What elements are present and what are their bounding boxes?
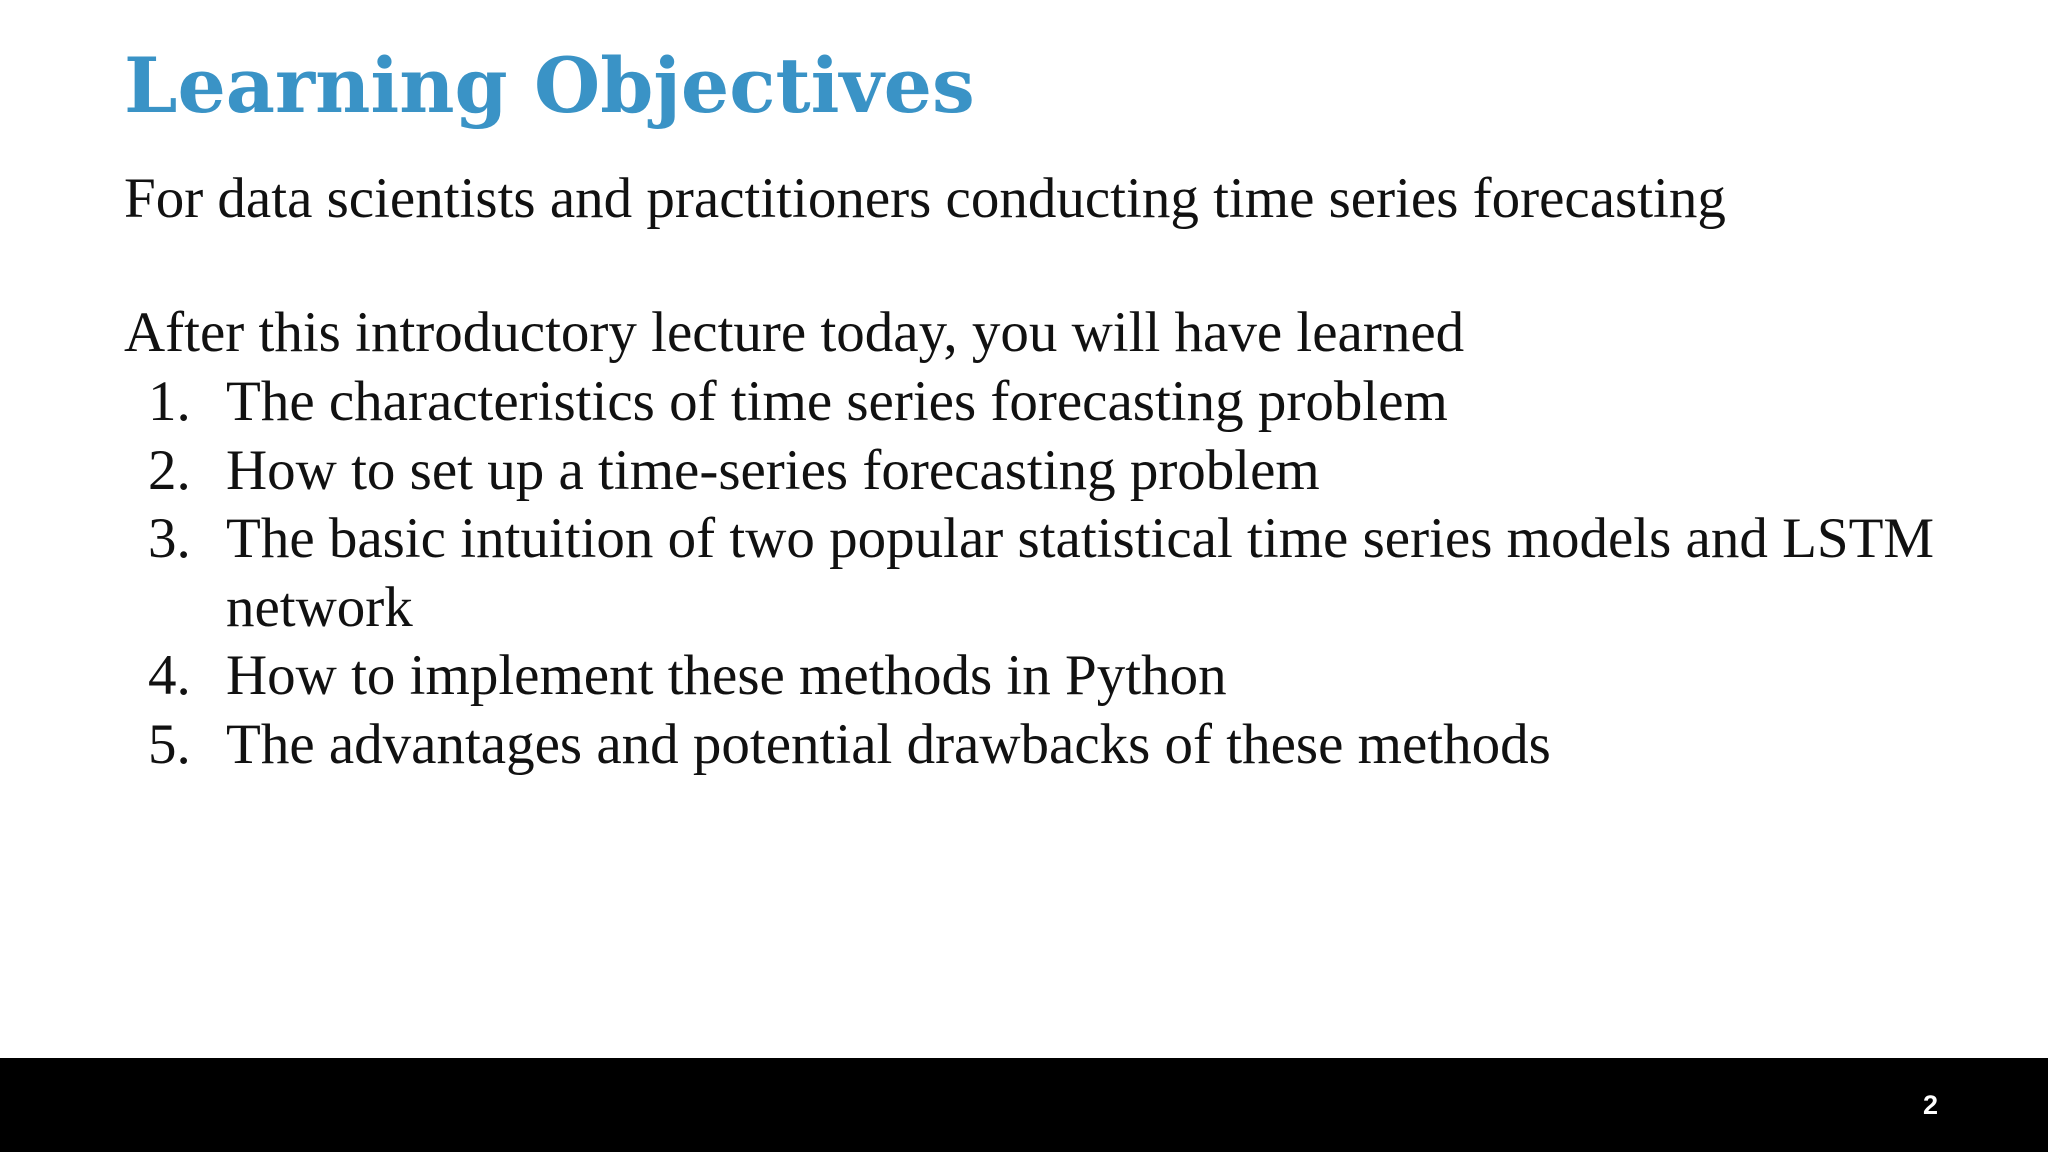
- objective-number: 2.: [148, 438, 191, 502]
- objective-text: The basic intuition of two popular statistical time series models and LSTM network: [226, 507, 1935, 639]
- objective-number: 4.: [148, 644, 191, 707]
- objective-text: How to implement these methods in Python: [226, 644, 1227, 707]
- objective-item: [124, 437, 2004, 506]
- slide-subtitle: For data scientists and practitioners conducting time series forecasting: [124, 167, 1726, 230]
- objective-text: The characteristics of time series forecasting problem: [226, 370, 1448, 433]
- footer-bar: [0, 1058, 2048, 1152]
- objective-number: 3.: [148, 507, 191, 570]
- page-number: 2: [1922, 1090, 1938, 1120]
- slide-title: Learning Objectives: [124, 41, 975, 130]
- objective-item: [124, 642, 2004, 711]
- objective-item: [124, 505, 2004, 642]
- objective-number: 1.: [148, 370, 191, 433]
- objective-text: The advantages and potential drawbacks of these methods: [226, 712, 1551, 776]
- objective-number: 5.: [148, 712, 191, 776]
- objective-item: [124, 711, 2004, 780]
- intro-text: After this introductory lecture today, you will have learned: [124, 301, 1465, 364]
- objective-text: How to set up a time-series forecasting problem: [226, 438, 1320, 502]
- objectives-list: [124, 368, 2004, 779]
- objective-item: [124, 368, 2004, 437]
